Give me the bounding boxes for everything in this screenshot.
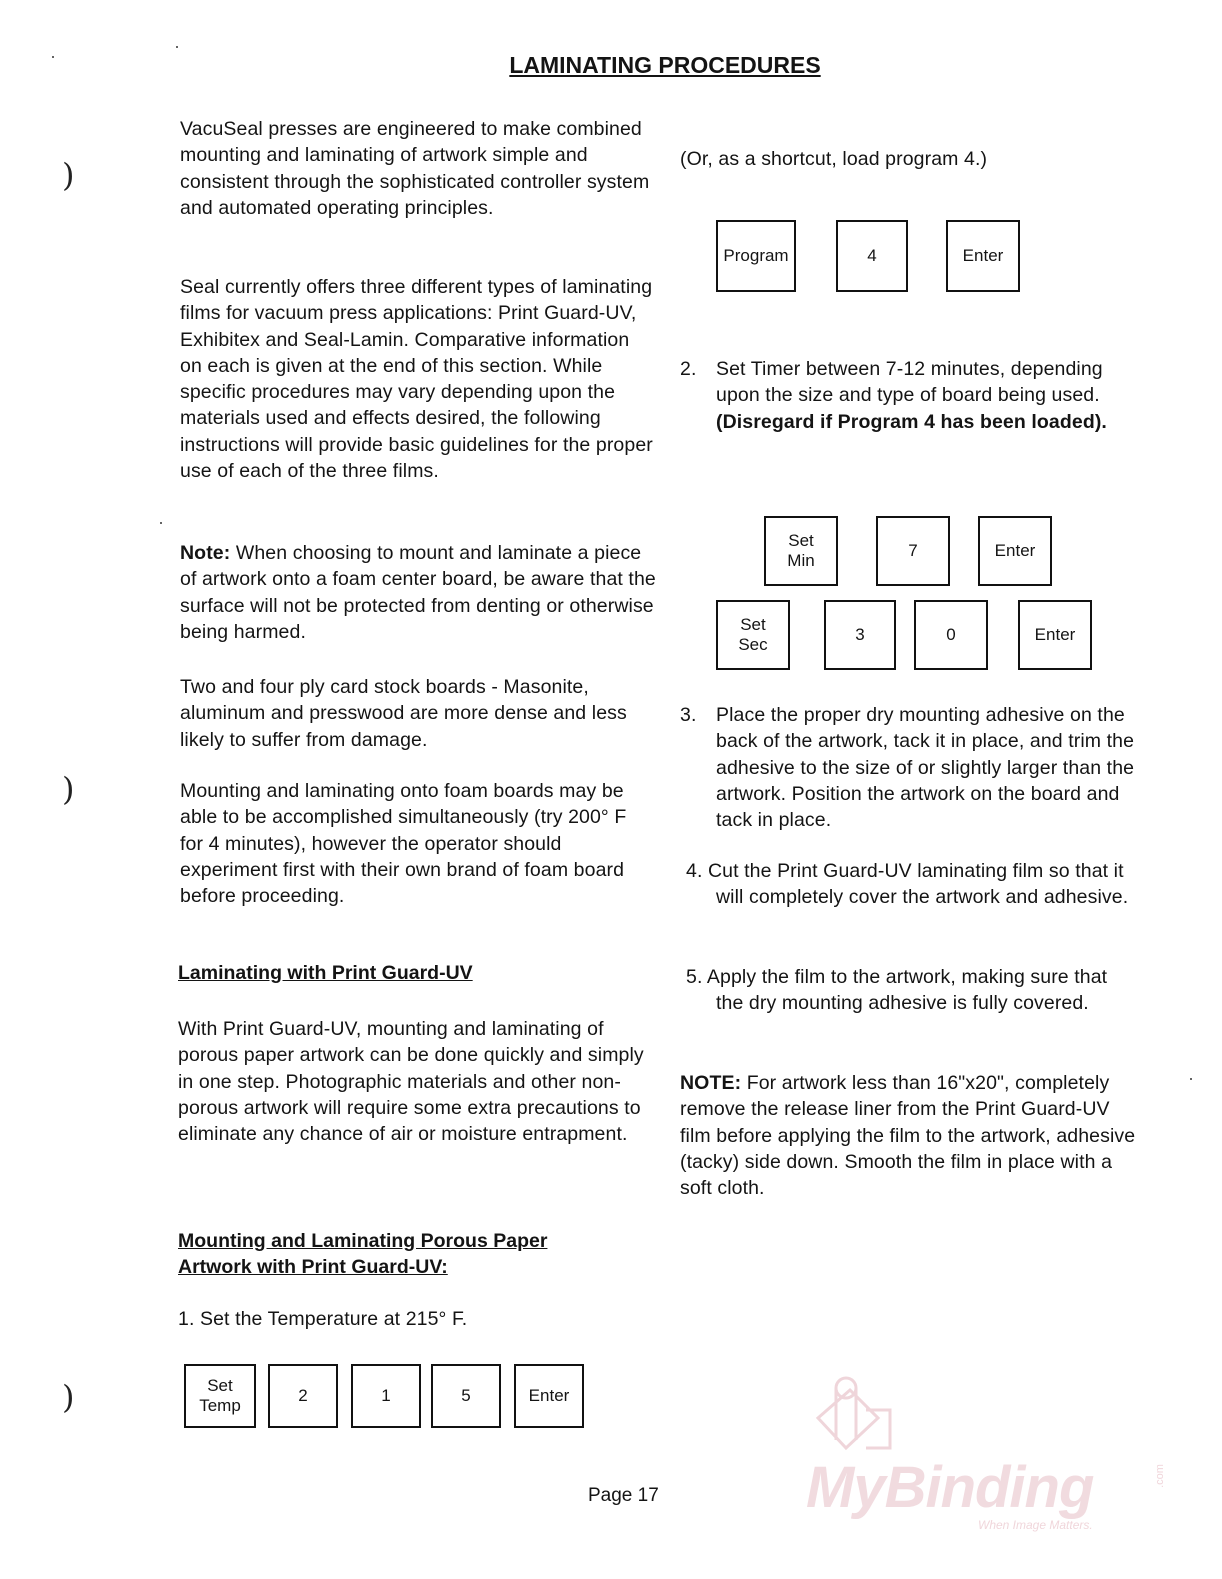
intro-paragraph: VacuSeal presses are engineered to make combined mounting and laminating of artwork simple and consistent through the sophisticated controller system and automated operating principles. (180, 118, 650, 219)
program-key: Program (716, 220, 796, 292)
step-1: 1. Set the Temperature at 215° F. (178, 1308, 468, 1330)
sub-heading-line1: Mounting and Laminating Porous Paper (178, 1230, 548, 1252)
set-temp-key: Set Temp (184, 1364, 256, 1428)
set-sec-key: Set Sec (716, 600, 790, 670)
binding-roll-icon (806, 1370, 896, 1460)
watermark-tagline: When Image Matters. (978, 1518, 1093, 1532)
section-heading: Laminating with Print Guard-UV (178, 962, 473, 984)
final-note (680, 1070, 1140, 1201)
scan-speck (1190, 1078, 1192, 1080)
page-number: Page 17 (588, 1485, 659, 1506)
step-5 (680, 964, 1120, 1017)
sub-heading-line2: Artwork with Print Guard-UV: (178, 1256, 448, 1278)
digit-4-key: 4 (836, 220, 908, 292)
step-3-number: 3. (680, 704, 697, 726)
step-5-text: 5. Apply the film to the artwork, making sure that the dry mounting adhesive is fully covered. (686, 966, 1108, 1015)
step-2-text: Set Timer between 7-12 minutes, depending upon the size and type of board being used. (716, 358, 1103, 407)
scan-speck (160, 522, 162, 524)
digit-3-key: 3 (824, 600, 896, 670)
enter-key: Enter (1018, 600, 1092, 670)
final-note-text: For artwork less than 16"x20", completely remove the release liner from the Print Guard-UV film before applying the film to the artwork, adhesive (tacky) side down. Smooth the film in place with a soft cloth. (680, 1072, 1136, 1200)
final-note-label: NOTE: (680, 1072, 742, 1094)
enter-key: Enter (946, 220, 1020, 292)
section-paragraph: With Print Guard-UV, mounting and laminating of porous paper artwork can be done quickly and simply in one step. Photographic materials and other non-porous artwork will require some extra precautions to eliminate any chance of air or moisture entrapment. (178, 1018, 644, 1146)
enter-key: Enter (978, 516, 1052, 586)
boards-paragraph: Two and four ply card stock boards - Masonite, aluminum and presswood are more dense and less likely to suffer from damage. (180, 676, 627, 751)
digit-5-key: 5 (431, 1364, 501, 1428)
scan-speck (176, 46, 178, 48)
enter-key: Enter (514, 1364, 584, 1428)
films-paragraph: Seal currently offers three different types of laminating films for vacuum press applications: Print Guard-UV, Exhibitex and Seal-Lamin. Comparative information on each is given at the end of this section. While specific procedures may vary depending upon the materials used and effects desired, the following instructions will provide basic guidelines for the proper use of each of the three films. (180, 276, 653, 483)
margin-hole-mark: ) (62, 156, 75, 194)
step-2-number: 2. (680, 358, 697, 380)
note-text: When choosing to mount and laminate a piece of artwork onto a foam center board, be aware that the surface will not be protected from denting or otherwise being harmed. (180, 542, 656, 643)
step-2-bold-note: (Disregard if Program 4 has been loaded). (716, 410, 1107, 433)
step-3 (680, 702, 1155, 833)
watermark-logo (800, 1370, 1175, 1545)
note-label: Note: (180, 542, 231, 564)
set-min-key: Set Min (764, 516, 838, 586)
step-4-text: 4. Cut the Print Guard-UV laminating film so that it will completely cover the artwork and adhesive. (686, 860, 1129, 909)
watermark-brand: MyBinding (806, 1455, 1094, 1520)
step-3-text: Place the proper dry mounting adhesive on the back of the artwork, tack it in place, and trim the adhesive to the size of or slightly larger than the artwork. Position the artwork on the board and tack in place. (716, 704, 1135, 832)
watermark-com: .com (1153, 1464, 1166, 1488)
margin-hole-mark: ) (62, 770, 75, 808)
digit-1-key: 1 (351, 1364, 421, 1428)
digit-7-key: 7 (876, 516, 950, 586)
step-4 (680, 858, 1142, 911)
digit-2-key: 2 (268, 1364, 338, 1428)
page-title: LAMINATING PROCEDURES (509, 52, 821, 78)
scan-speck (52, 56, 54, 58)
digit-0-key: 0 (914, 600, 988, 670)
step-2 (680, 356, 1150, 435)
note-paragraph (180, 540, 658, 645)
shortcut-note: (Or, as a shortcut, load program 4.) (680, 148, 988, 170)
foam-paragraph: Mounting and laminating onto foam boards may be able to be accomplished simultaneously (try 200° F for 4 minutes), however the operator should experiment first with their own brand of foam board before proceeding. (180, 780, 627, 908)
margin-hole-mark: ) (62, 1378, 75, 1416)
